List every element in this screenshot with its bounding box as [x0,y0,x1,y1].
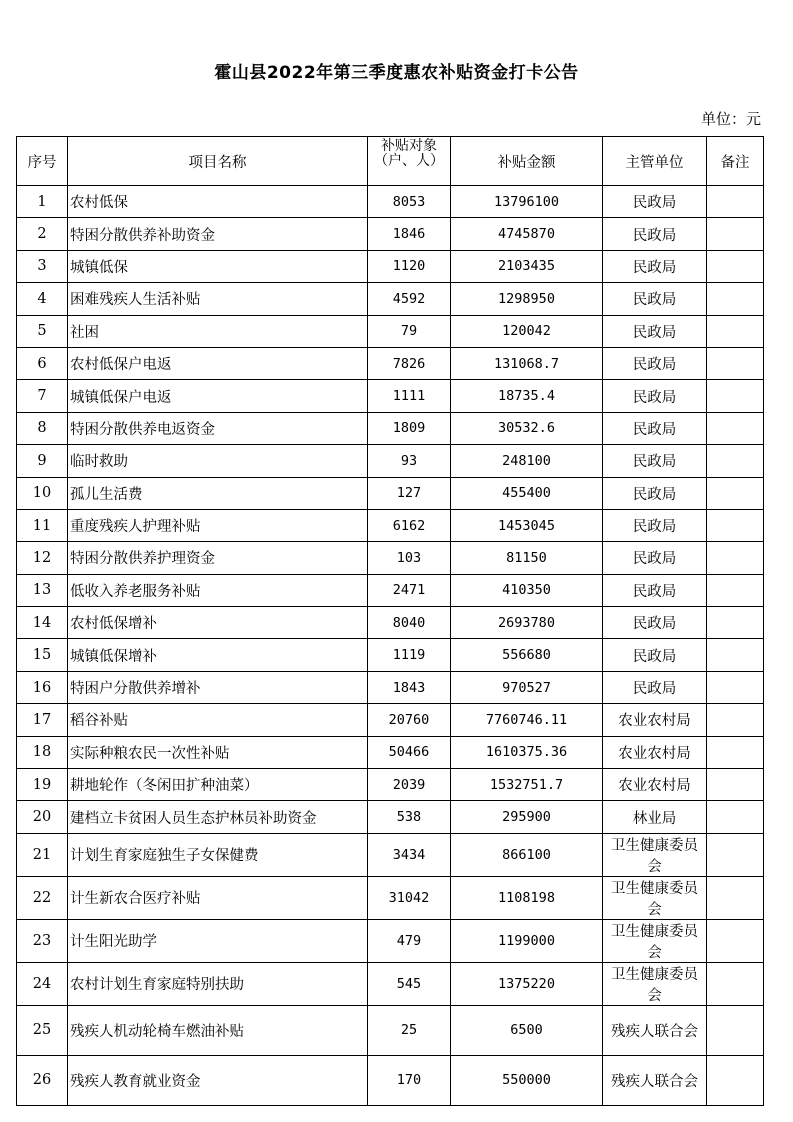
cell-note [707,607,764,639]
cell-count: 538 [368,801,451,833]
cell-note [707,736,764,768]
cell-name: 特困分散供养补助资金 [68,218,368,250]
cell-amount: 1108198 [451,876,603,919]
cell-amount: 1532751.7 [451,769,603,801]
cell-amount: 550000 [451,1055,603,1105]
cell-name: 实际种粮农民一次性补贴 [68,736,368,768]
cell-seq: 18 [17,736,68,768]
cell-count: 3434 [368,833,451,876]
cell-amount: 1298950 [451,283,603,315]
cell-amount: 4745870 [451,218,603,250]
cell-count: 1846 [368,218,451,250]
cell-note [707,919,764,962]
cell-name: 耕地轮作（冬闲田扩种油菜） [68,769,368,801]
cell-seq: 1 [17,186,68,218]
cell-name: 计生阳光助学 [68,919,368,962]
cell-count: 7826 [368,347,451,379]
cell-count: 50466 [368,736,451,768]
cell-count: 20760 [368,704,451,736]
cell-amount: 410350 [451,574,603,606]
cell-seq: 5 [17,315,68,347]
table-row [17,671,764,703]
cell-amount: 1199000 [451,919,603,962]
cell-name: 计划生育家庭独生子女保健费 [68,833,368,876]
table-header-row [17,137,764,186]
table-row [17,412,764,444]
cell-dept: 民政局 [603,671,707,703]
cell-note [707,801,764,833]
cell-dept: 民政局 [603,574,707,606]
cell-amount: 2103435 [451,250,603,282]
header-note: 备注 [707,137,764,186]
cell-note [707,769,764,801]
cell-note [707,574,764,606]
cell-dept: 卫生健康委员会 [603,876,707,919]
cell-dept: 民政局 [603,607,707,639]
cell-count: 2039 [368,769,451,801]
cell-note [707,250,764,282]
cell-count: 1120 [368,250,451,282]
cell-count: 25 [368,1005,451,1055]
cell-name: 计生新农合医疗补贴 [68,876,368,919]
cell-dept: 民政局 [603,380,707,412]
cell-count: 79 [368,315,451,347]
cell-name: 临时救助 [68,445,368,477]
header-amount: 补贴金额 [451,137,603,186]
cell-count: 6162 [368,509,451,541]
cell-amount: 970527 [451,671,603,703]
cell-name: 孤儿生活费 [68,477,368,509]
cell-amount: 556680 [451,639,603,671]
cell-count: 1111 [368,380,451,412]
cell-seq: 23 [17,919,68,962]
cell-seq: 9 [17,445,68,477]
cell-name: 残疾人机动轮椅车燃油补贴 [68,1005,368,1055]
cell-count: 31042 [368,876,451,919]
cell-count: 127 [368,477,451,509]
cell-count: 103 [368,542,451,574]
table-row [17,1055,764,1105]
cell-note [707,477,764,509]
cell-dept: 民政局 [603,186,707,218]
table-row [17,801,764,833]
cell-name: 城镇低保增补 [68,639,368,671]
cell-amount: 455400 [451,477,603,509]
cell-amount: 866100 [451,833,603,876]
cell-amount: 120042 [451,315,603,347]
cell-dept: 民政局 [603,315,707,347]
cell-name: 困难残疾人生活补贴 [68,283,368,315]
cell-seq: 21 [17,833,68,876]
cell-dept: 残疾人联合会 [603,1055,707,1105]
cell-count: 93 [368,445,451,477]
table-row [17,542,764,574]
cell-dept: 民政局 [603,283,707,315]
cell-amount: 13796100 [451,186,603,218]
subsidy-table [16,136,764,1106]
cell-seq: 4 [17,283,68,315]
cell-note [707,704,764,736]
cell-note [707,542,764,574]
cell-seq: 13 [17,574,68,606]
cell-amount: 248100 [451,445,603,477]
header-seq: 序号 [17,137,68,186]
cell-seq: 15 [17,639,68,671]
table-row [17,833,764,876]
cell-note [707,962,764,1005]
cell-amount: 6500 [451,1005,603,1055]
table-row [17,445,764,477]
cell-seq: 22 [17,876,68,919]
cell-seq: 2 [17,218,68,250]
cell-seq: 24 [17,962,68,1005]
cell-seq: 26 [17,1055,68,1105]
cell-note [707,186,764,218]
cell-seq: 19 [17,769,68,801]
cell-dept: 农业农村局 [603,736,707,768]
cell-seq: 7 [17,380,68,412]
cell-name: 建档立卡贫困人员生态护林员补助资金 [68,801,368,833]
cell-name: 特困分散供养电返资金 [68,412,368,444]
cell-dept: 林业局 [603,801,707,833]
cell-note [707,380,764,412]
header-count-label: 补贴对象（户、人） [374,138,444,169]
cell-amount: 295900 [451,801,603,833]
cell-dept: 残疾人联合会 [603,1005,707,1055]
table-row [17,736,764,768]
table-row [17,639,764,671]
cell-dept: 农业农村局 [603,769,707,801]
table-row [17,574,764,606]
cell-dept: 卫生健康委员会 [603,919,707,962]
cell-name: 社困 [68,315,368,347]
cell-name: 农村低保增补 [68,607,368,639]
table-body [17,186,764,1106]
table-row [17,186,764,218]
cell-name: 低收入养老服务补贴 [68,574,368,606]
cell-amount: 81150 [451,542,603,574]
cell-name: 农村计划生育家庭特别扶助 [68,962,368,1005]
cell-dept: 卫生健康委员会 [603,833,707,876]
cell-dept: 民政局 [603,218,707,250]
cell-count: 545 [368,962,451,1005]
cell-count: 1119 [368,639,451,671]
cell-name: 农村低保 [68,186,368,218]
cell-note [707,509,764,541]
cell-count: 170 [368,1055,451,1105]
table-row [17,283,764,315]
header-dept: 主管单位 [603,137,707,186]
cell-note [707,315,764,347]
table-row [17,769,764,801]
page-title: 霍山县2022年第三季度惠农补贴资金打卡公告 [214,63,579,83]
table-row [17,509,764,541]
cell-seq: 25 [17,1005,68,1055]
cell-count: 2471 [368,574,451,606]
cell-count: 1843 [368,671,451,703]
table-row [17,607,764,639]
cell-dept: 民政局 [603,445,707,477]
cell-note [707,445,764,477]
cell-seq: 6 [17,347,68,379]
cell-amount: 7760746.11 [451,704,603,736]
cell-amount: 1610375.36 [451,736,603,768]
table-row [17,250,764,282]
cell-seq: 12 [17,542,68,574]
cell-note [707,671,764,703]
cell-dept: 民政局 [603,542,707,574]
cell-count: 8053 [368,186,451,218]
cell-dept: 民政局 [603,639,707,671]
header-name: 项目名称 [68,137,368,186]
cell-seq: 17 [17,704,68,736]
cell-name: 特困分散供养护理资金 [68,542,368,574]
cell-dept: 民政局 [603,250,707,282]
cell-seq: 8 [17,412,68,444]
cell-seq: 3 [17,250,68,282]
cell-seq: 14 [17,607,68,639]
header-count [368,137,451,186]
cell-dept: 民政局 [603,347,707,379]
unit-label: 单位：元 [700,110,761,128]
cell-name: 残疾人教育就业资金 [68,1055,368,1105]
table-row [17,315,764,347]
table-row [17,347,764,379]
cell-note [707,1005,764,1055]
cell-note [707,412,764,444]
cell-note [707,218,764,250]
table-row [17,380,764,412]
cell-note [707,639,764,671]
cell-dept: 民政局 [603,412,707,444]
cell-note [707,876,764,919]
cell-dept: 农业农村局 [603,704,707,736]
cell-count: 1809 [368,412,451,444]
table-row [17,1005,764,1055]
cell-amount: 18735.4 [451,380,603,412]
cell-count: 479 [368,919,451,962]
cell-name: 城镇低保 [68,250,368,282]
cell-seq: 20 [17,801,68,833]
cell-dept: 民政局 [603,509,707,541]
cell-note [707,833,764,876]
cell-note [707,347,764,379]
table-row [17,962,764,1005]
cell-amount: 131068.7 [451,347,603,379]
cell-seq: 16 [17,671,68,703]
cell-amount: 30532.6 [451,412,603,444]
cell-note [707,283,764,315]
cell-name: 特困户分散供养增补 [68,671,368,703]
cell-name: 农村低保户电返 [68,347,368,379]
table-row [17,704,764,736]
table-row [17,218,764,250]
cell-seq: 11 [17,509,68,541]
cell-amount: 1453045 [451,509,603,541]
cell-name: 稻谷补贴 [68,704,368,736]
cell-count: 8040 [368,607,451,639]
cell-amount: 2693780 [451,607,603,639]
cell-dept: 民政局 [603,477,707,509]
cell-dept: 卫生健康委员会 [603,962,707,1005]
table-row [17,919,764,962]
cell-name: 重度残疾人护理补贴 [68,509,368,541]
cell-count: 4592 [368,283,451,315]
cell-amount: 1375220 [451,962,603,1005]
cell-name: 城镇低保户电返 [68,380,368,412]
cell-seq: 10 [17,477,68,509]
table-row [17,876,764,919]
table-row [17,477,764,509]
cell-note [707,1055,764,1105]
